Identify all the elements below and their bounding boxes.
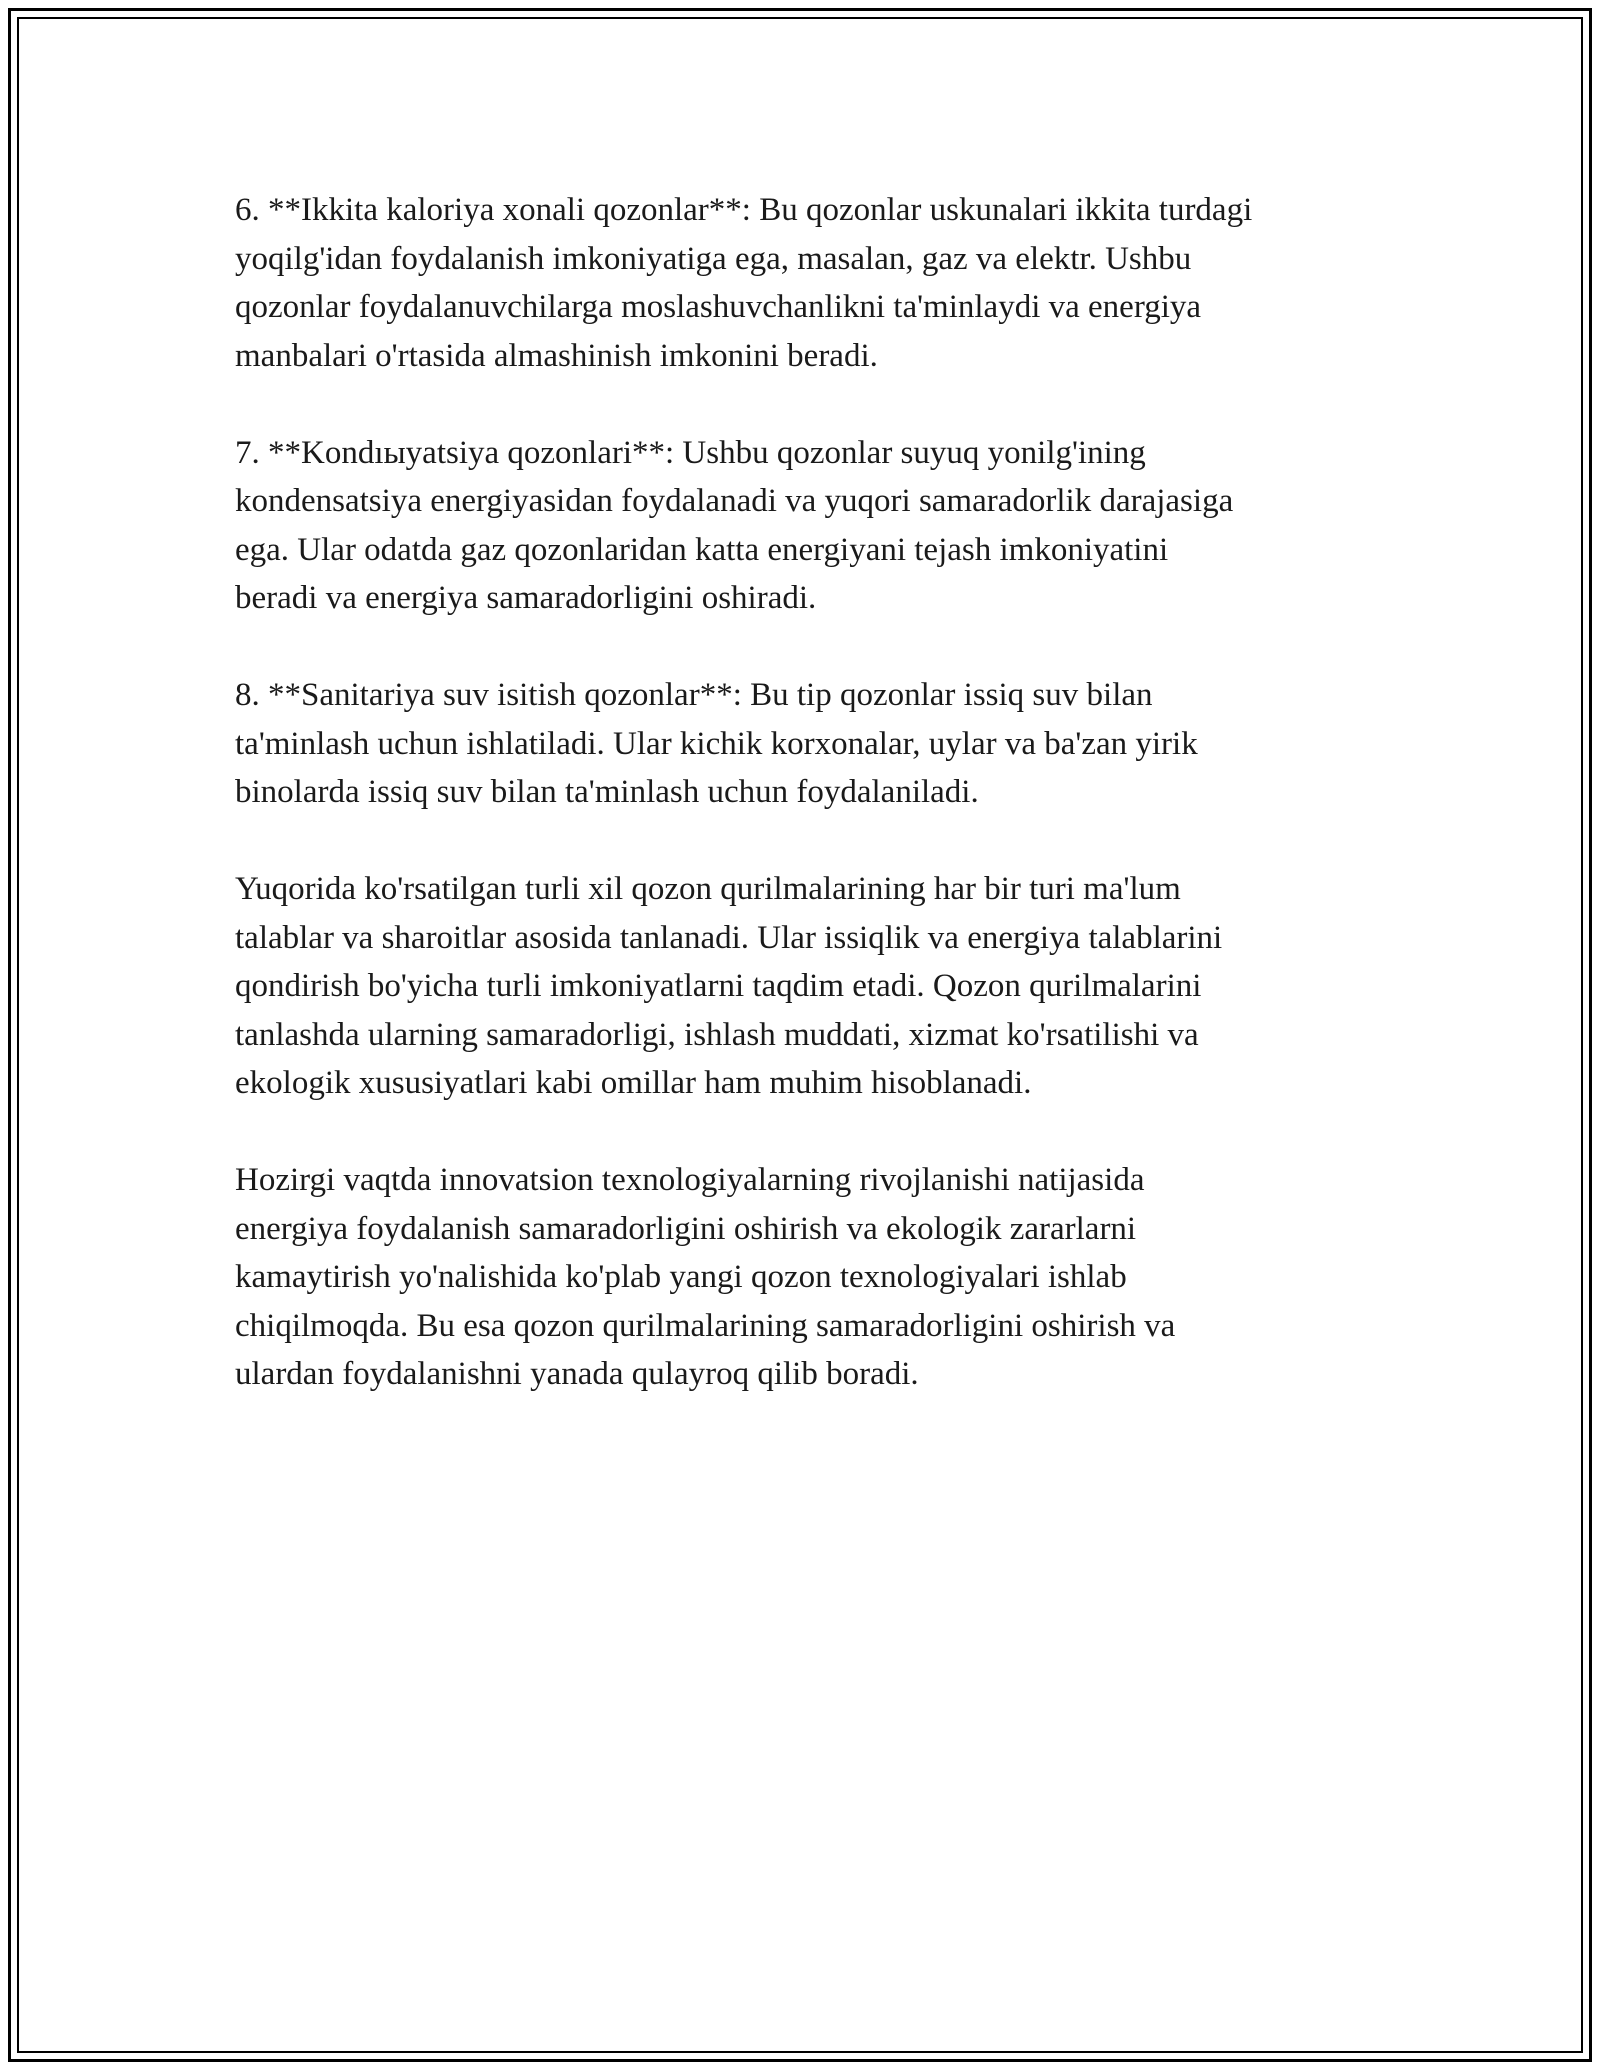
text-line: 7. **Kondıыyatsiya qozonlari**: Ushbu qozonlar suyuq yonilg'ining (235, 434, 1146, 471)
document-body (235, 186, 1395, 1447)
text-line: binolarda issiq suv bilan ta'minlash uchun foydalaniladi. (235, 774, 979, 810)
paragraph-boiler-type-6 (235, 186, 1395, 380)
text-line: 8. **Sanitariya suv isitish qozonlar**: Bu tip qozonlar issiq suv bilan (235, 677, 1153, 713)
paragraph-innovation (235, 1156, 1395, 1399)
text-line: manbalari o'rtasida almashinish imkonini beradi. (235, 337, 878, 374)
paragraph-boiler-type-8 (235, 671, 1395, 817)
text-line: qondirish bo'yicha turli imkoniyatlarni taqdim etadi. Qozon qurilmalarini (235, 968, 1202, 1004)
text-line: ekologik xususiyatlari kabi omillar ham muhim hisoblanadi. (235, 1065, 1032, 1101)
text-line: kamaytirish yo'nalishida ko'plab yangi qozon texnologiyalari ishlab (235, 1259, 1127, 1295)
text-line: qozonlar foydalanuvchilarga moslashuvchanlikni ta'minlaydi va energiya (235, 289, 1202, 325)
text-line: kondensatsiya energiyasidan foydalanadi va yuqori samaradorlik darajasiga (235, 483, 1234, 519)
text-line: chiqilmoqda. Bu esa qozon qurilmalarining samaradorligini oshirish va (235, 1307, 1176, 1344)
text-line: Yuqorida ko'rsatilgan turli xil qozon qurilmalarining har bir turi ma'lum (235, 871, 1181, 907)
text-line: ta'minlash uchun ishlatiladi. Ular kichik korxonalar, uylar va ba'zan yirik (235, 725, 1198, 762)
paragraph-boiler-type-7 (235, 429, 1395, 623)
text-line: energiya foydalanish samaradorligini oshirish va ekologik zararlarni (235, 1210, 1137, 1247)
text-line: yoqilg'idan foydalanish imkoniyatiga ega, masalan, gaz va elektr. Ushbu (235, 240, 1192, 277)
text-line: Hozirgi vaqtda innovatsion texnologiyalarning rivojlanishi natijasida (235, 1162, 1145, 1198)
text-line: talablar va sharoitlar asosida tanlanadi. Ular issiqlik va energiya talablarini (235, 919, 1223, 956)
text-line: beradi va energiya samaradorligini oshiradi. (235, 580, 817, 616)
text-line: ega. Ular odatda gaz qozonlaridan katta energiyani tejash imkoniyatini (235, 531, 1169, 568)
text-line: tanlashda ularning samaradorligi, ishlash muddati, xizmat ko'rsatilishi va (235, 1016, 1199, 1053)
paragraph-summary (235, 865, 1395, 1108)
text-line: ulardan foydalanishni yanada qulayroq qilib boradi. (235, 1356, 919, 1392)
text-line: 6. **Ikkita kaloriya xonali qozonlar**: Bu qozonlar uskunalari ikkita turdagi (235, 192, 1253, 228)
